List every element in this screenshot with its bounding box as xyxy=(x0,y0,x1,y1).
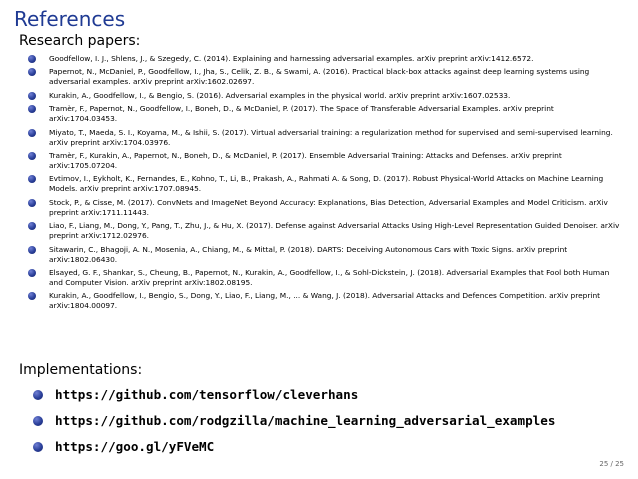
reference-text: Sitawarin, C., Bhagoji, A. N., Mosenia, A., Chiang, M., & Mittal, P. (2018). DARTS: Deceiving Autonomous Cars with Toxic Signs. arXiv preprint arXiv:1802.06430. xyxy=(49,244,568,264)
reference-item xyxy=(28,198,623,218)
reference-text: Papernot, N., McDaniel, P., Goodfellow, I., Jha, S., Celik, Z. B., & Swami, A. (2016). Practical black-box attacks against deep learning systems using adversarial examples. arXiv preprint arXiv:1602.02697. xyxy=(49,67,590,87)
implementation-link[interactable]: https://github.com/rodgzilla/machine_learning_adversarial_examples xyxy=(55,413,556,428)
research-papers-heading: Research papers: xyxy=(19,33,141,49)
reference-item xyxy=(28,91,623,101)
reference-item xyxy=(28,151,623,171)
reference-text: Tramèr, F., Papernot, N., Goodfellow, I., Boneh, D., & McDaniel, P. (2017). The Space of Transferable Adversarial Examples. arXiv preprint arXiv:1704.03453. xyxy=(49,104,554,124)
reference-item xyxy=(28,104,623,124)
bullet-icon xyxy=(28,55,36,63)
implementation-link-item xyxy=(33,413,555,439)
reference-text: Goodfellow, I. J., Shlens, J., & Szegedy, C. (2014). Explaining and harnessing adversarial examples. arXiv preprint arXiv:1412.6572. xyxy=(49,54,534,63)
implementation-link[interactable]: https://github.com/tensorflow/cleverhans xyxy=(55,387,359,402)
bullet-icon xyxy=(28,292,36,300)
implementations-heading: Implementations: xyxy=(19,362,143,378)
reference-text: Kurakin, A., Goodfellow, I., & Bengio, S. (2016). Adversarial examples in the physical world. arXiv preprint arXiv:1607.02533. xyxy=(49,90,511,100)
reference-item xyxy=(28,54,623,64)
bullet-icon xyxy=(28,68,36,76)
reference-text: Liao, F., Liang, M., Dong, Y., Pang, T., Zhu, J., & Hu, X. (2017). Defense against Adversarial Attacks Using High-Level Representation Guided Denoiser. arXiv preprint arXiv:1712.02976. xyxy=(49,221,620,241)
bullet-icon xyxy=(33,390,43,400)
implementation-link[interactable]: https://goo.gl/yFVeMC xyxy=(55,439,215,454)
implementation-link-item xyxy=(33,439,555,465)
bullet-icon xyxy=(28,92,36,100)
bullet-icon xyxy=(28,152,36,160)
reference-text: Elsayed, G. F., Shankar, S., Cheung, B., Papernot, N., Kurakin, A., Goodfellow, I., & Sohl-Dickstein, J. (2018). Adversarial Examples that Fool both Human and Computer Vision. arXiv preprint arXiv:1802.08195. xyxy=(49,267,610,287)
reference-item xyxy=(28,245,623,265)
page-number: 25 / 25 xyxy=(599,460,624,468)
bullet-icon xyxy=(28,222,36,230)
reference-text: Tramèr, F., Kurakin, A., Papernot, N., Boneh, D., & McDaniel, P. (2017). Ensemble Adversarial Training: Attacks and Defenses. arXiv preprint arXiv:1705.07204. xyxy=(49,150,562,170)
reference-text: Miyato, T., Maeda, S. I., Koyama, M., & Ishii, S. (2017). Virtual adversarial training: a regularization method for supervised and semi-supervised learning. arXiv preprint arXiv:1704.03976. xyxy=(49,127,613,147)
reference-text: Evtimov, I., Eykholt, K., Fernandes, E., Kohno, T., Li, B., Prakash, A., Rahmati A. & Song, D. (2017). Robust Physical-World Attacks on Machine Learning Models. arXiv preprint arXiv:1707.08945. xyxy=(49,174,604,194)
bullet-icon xyxy=(28,105,36,113)
bullet-icon xyxy=(33,416,43,426)
implementation-links xyxy=(33,387,555,465)
reference-item xyxy=(28,174,623,194)
reference-item xyxy=(28,221,623,241)
bullet-icon xyxy=(28,129,36,137)
reference-text: Kurakin, A., Goodfellow, I., Bengio, S., Dong, Y., Liao, F., Liang, M., ... & Wang, J. (2018). Adversarial Attacks and Defences Competition. arXiv preprint arXiv:1804.00097. xyxy=(49,291,601,311)
reference-item xyxy=(28,67,623,87)
reference-item xyxy=(28,291,623,311)
reference-text: Stock, P., & Cisse, M. (2017). ConvNets and ImageNet Beyond Accuracy: Explanations, Bias Detection, Adversarial Examples and Model Criticism. arXiv preprint arXiv:1711.11443. xyxy=(49,197,608,217)
reference-item xyxy=(28,268,623,288)
slide-title: References xyxy=(14,7,126,31)
bullet-icon xyxy=(28,199,36,207)
reference-list xyxy=(28,54,623,315)
bullet-icon xyxy=(28,269,36,277)
reference-item xyxy=(28,128,623,148)
bullet-icon xyxy=(28,246,36,254)
implementation-link-item xyxy=(33,387,555,413)
bullet-icon xyxy=(28,175,36,183)
bullet-icon xyxy=(33,442,43,452)
